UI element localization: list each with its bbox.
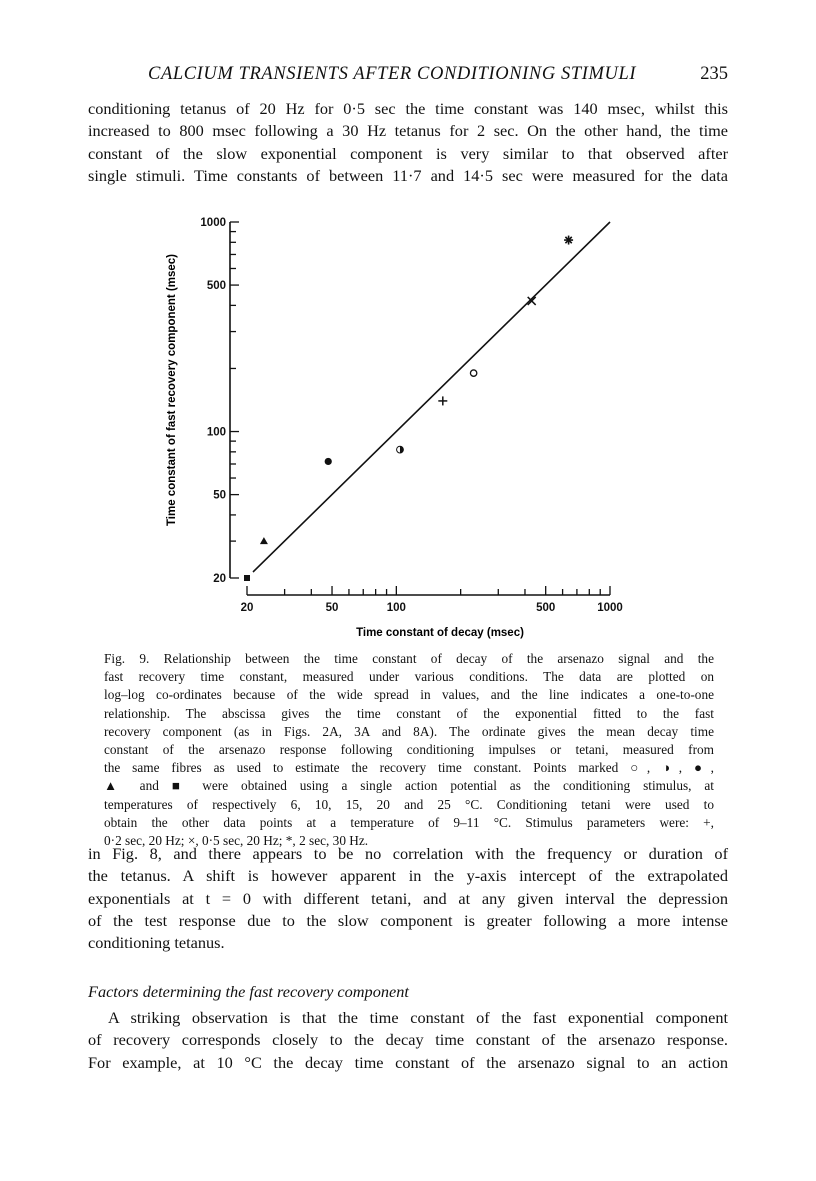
text-line: For example, at 10 °C the decay time constant of the arsenazo signal to an action [88,1052,728,1072]
caption-line: log–log co-ordinates because of the wide spread in values, and the line indicates a one-to-one [104,687,714,703]
text-line: of the test response due to the slow component is greater following a more intense [88,910,728,930]
text-line: constant of the slow exponential component is very similar to that observed after [88,143,728,163]
caption-line: 0·2 sec, 20 Hz; ×, 0·5 sec, 20 Hz; *, 2 sec, 30 Hz. [104,833,369,849]
identity-line [253,222,610,572]
caption-line: recovery component (as in Figs. 2A, 3A and 8A). The ordinate gives the mean decay time [104,723,714,739]
y-tick-label: 100 [206,426,226,439]
open-circle-marker [470,370,476,376]
paragraph-middle [88,843,728,954]
data-points [244,236,573,581]
data-point-triangle-filled [260,537,268,544]
caption-line: obtain the other data points at a temperature of 9–11 °C. Stimulus parameters were: +, [104,814,714,830]
text-line: conditioning tetanus of 20 Hz for 0·5 sec the time constant was 140 msec, whilst this [88,99,728,118]
text-line: A striking observation is that the time constant of the fast exponential component [108,1008,728,1027]
caption-line: Fig. 9. Relationship between the time constant of decay of the arsenazo signal and the [104,651,714,666]
data-point-circle-filled [325,458,332,465]
page-number: 235 [700,64,728,84]
text-line: single stimuli. Time constants of between 11·7 and 14·5 sec were measured for the data [88,165,728,185]
square-marker [244,575,250,581]
x-axis-label: Time constant of decay (msec) [356,627,524,639]
figure-caption [104,650,714,850]
y-tick-label: 20 [213,573,226,585]
x-tick-label: 1000 [597,602,623,614]
text-line: in Fig. 8, and there appears to be no correlation with the frequency or duration of [88,844,728,863]
section-heading: Factors determining the fast recovery component [88,982,409,1001]
filled-circle-marker [325,458,332,465]
caption-line: temperatures of respectively 6, 10, 15, 20 and 25 °C. Conditioning tetani were used to [104,796,714,812]
figure-9-plot [150,205,630,645]
x-tick-label: 500 [536,602,556,614]
data-point-square-filled [244,575,250,581]
y-axis-label: Time constant of fast recovery component (msec) [166,253,178,527]
x-tick-label: 50 [325,602,339,614]
y-tick-label: 50 [213,489,226,502]
paragraph-top [88,98,728,187]
paragraph-bottom [88,1007,728,1074]
y-tick-label: 1000 [200,217,226,229]
page-header [88,64,728,88]
data-point-circle-half [397,446,404,453]
x-tick-label: 100 [386,602,406,614]
caption-line: fast recovery time constant, measured under various conditions. The data are plotted on [104,669,714,685]
text-line: of recovery corresponds closely to the decay time constant of the arsenazo response. [88,1030,728,1050]
text-line: conditioning tetanus. [88,933,225,953]
caption-line: relationship. The abscissa gives the time constant of the exponential fitted to the fast [104,705,714,721]
text-line: increased to 800 msec following a 30 Hz tetanus for 2 sec. On the other hand, the time [88,121,728,141]
text-line: exponentials at t = 0 with different tetani, and at any given interval the depression [88,888,728,908]
y-tick-label: 500 [206,280,226,293]
data-point-plus [438,396,447,405]
running-title: CALCIUM TRANSIENTS AFTER CONDITIONING STIMULI [148,64,637,84]
data-point-circle-open [470,370,476,376]
identity-line-segment [253,222,610,572]
triangle-marker [260,537,268,544]
caption-line: constant of the arsenazo response following conditioning impulses or tetani, measured from [104,742,714,758]
text-line: the tetanus. A shift is however apparent in the y-axis intercept of the extrapolated [88,866,728,886]
caption-line: the same fibres as used to estimate the recovery time constant. Points marked ○, ◑, ●, [104,760,714,776]
x-tick-label: 20 [240,602,254,614]
caption-line: ▲ and ■ were obtained using a single action potential as the conditioning stimulus, at [104,778,714,794]
data-point-asterisk [564,236,573,245]
